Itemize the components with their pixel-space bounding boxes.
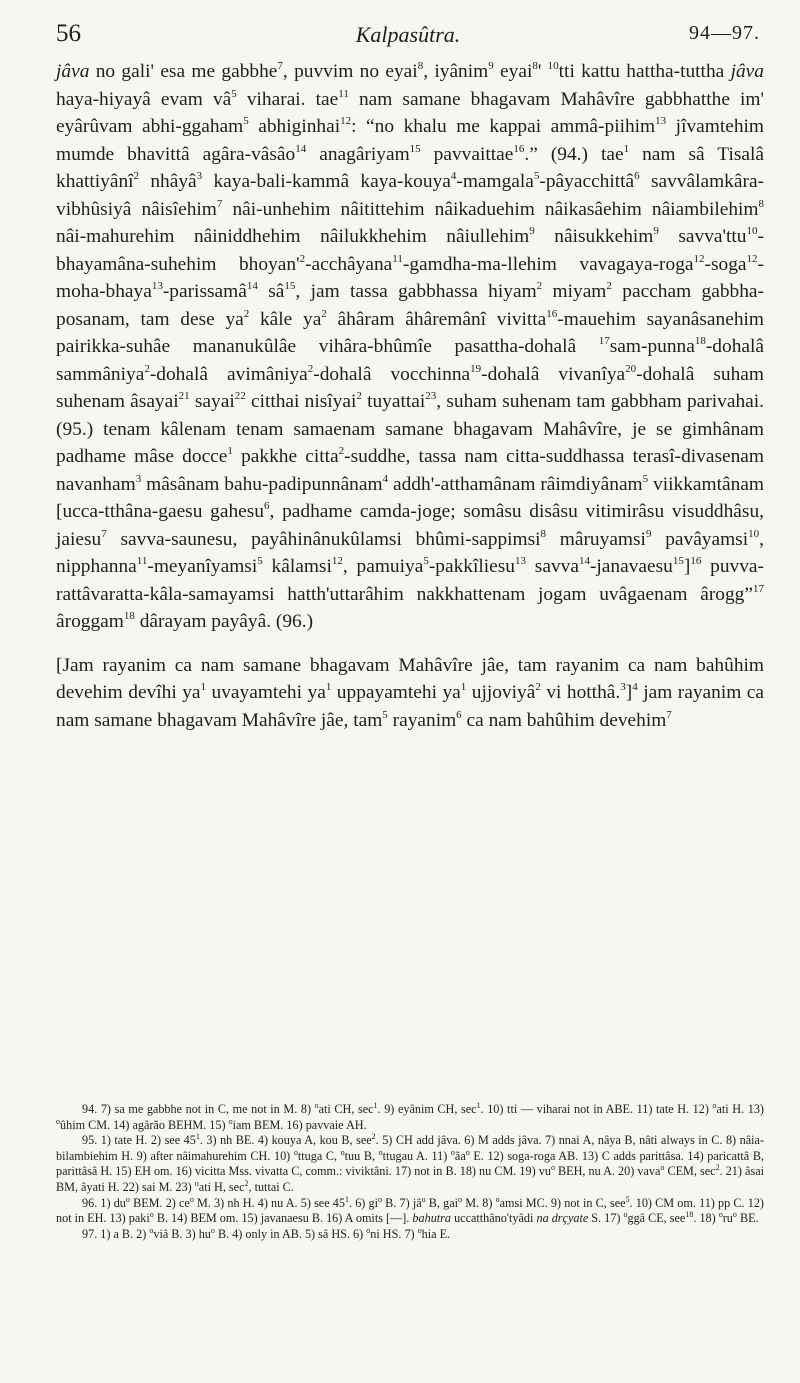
footnote-block: 97. 1) a B. 2) $^o$viâ B. 3) $hu^o$ B. 4) only in AB. 5) sâ HS. 6) $^o$ni HS. 7) $^o$hia E. [82,1225,451,1241]
footnote-block: 96. 1) $du^o$ BEM. 2) $ce^o$ M. 3) nh H. 4) nu A. 5) see $45^1$. 6) $gi^o$ B. 7) $jâ^o$ B, gai$^o$ M. 8) $^o$amsi MC. 9) not in C, see$^5$. 10) CM om. 11) pp C. 12) not in EH. 13) paki$^o$ B. 14) BEM om. 15) javanaesu B. 16) A omits [—]. bahutra uccatthâno'tyâdi na drçyate S. 17) $^o$ggâ CE, see$^{18}$. 18) $^oru^o$ BE. [56,1194,764,1226]
main-text [56,58,764,734]
footnote-block: 94. 7) sa me gabbhe not in C, me not in M. 8) $^o$ati CH, $\sec^1$. 9) eyânim CH, $\sec^1$. 10) tti — viharai not in ABE. 11) tate H. 12) $^o$ati H. 13) $^o$ûhim CM. 14) agârão BEHM. 15) $^o$iam BEM. 16) pavvaie AH. [56,1101,764,1132]
main-paragraph: [Jam rayanim ca nam samane bhagavam Mahâvîre jâe, tam rayanim ca nam bahûhim devehim devîhi $ya^1$ uvayamtehi $ya^1$ uppayamtehi $ya^1$ ujjoviyâ$^2$ vi hotthâ.$^3$]$^4$ jam rayanim ca nam samane bhagavam Mahâvîre jâe, tam$^5$ rayanim$^6$ ca nam bahûhim devehim$^7$ [56,654,765,731]
page-number: 56 [56,20,81,47]
main-paragraph: jâva no gali' esa me gabbhe$^7$, puvvim no eyai$^8$, iyânim$^9$ eyai$^8$' $^{10}$tti kattu hattha-tuttha jâva haya-hiyayâ evam $vâ^5$ viharai. tae$^{11}$ nam samane bhagavam Mahâvîre gabbhatthe im' eyârûvam abhi-ggaham$^5$ abhiginhai$^{12}$: “no khalu me kappai ammâ-piihim$^{13}$ jîvamtehim mumde bhavittâ agâra-vâsâo$^{14}$ anagâriyam$^{15}$ pavvaittae$^{16}$.” (94.) tae$^1$ nam sâ Tisalâ khattiyânî$^2$ nhâyâ$^3$ kaya-bali-kammâ kaya-kouya$^4$-mamgala$^5$-pâyacchittâ$^6$ savvâlamkâra-vibhûsiyâ nâisîehim$^7$ nâi-unhehim nâitittehim nâikaduehim nâikasâehim nâiambilehim$^8$ nâi-mahurehim nâiniddhehim nâilukkhehim nâiullehim$^9$ nâisukkehim$^9$ savva'ttu$^{10}$-bhayamâna-suhehim $bhoyan'^2-acchâyana^{11}-gamdha-ma$-llehim vavagaya-roga$^{12}$-soga$^{12}$-moha-bhaya$^{13}$-parissamâ$^{14}$ $sâ^{15}$, jam tassa gabbhassa hiyam$^2$ miyam$^2$ paccham gabbha-posanam, tam dese $ya^2$ kâle $ya^2$ âhâram âhâremânî vivitta$^{16}$-mauehim sayanâsanehim pairikka-suhâe mananukûlâe vihâra-bhûmîe pasattha-dohalâ $^{17}$sam-punna$^{18}$-dohalâ sammâniya$^2$-dohalâ avimâniya$^2$-dohalâ vocchinna$^{19}$-dohalâ vivanîya$^{20}$-dohalâ suham suhenam âsayai$^{21}$ sayai$^{22}$ citthai nisîyai$^2$ tuyattai$^{23}$, suham suhenam tam gabbham parivahai. (95.) tenam kâlenam tenam samaenam samane bhagavam Mahâvîre, je se gimhânam padhame mâse docce$^1$ pakkhe citta$^2$-suddhe, tassa nam citta-suddhassa terasî-divasenam navanham$^3$ mâsânam bahu-padipunnânam$^4$ addh'-atthamânam râimdiyânam$^5$ viikkamtânam [ucca-tthâna-gaesu gahesu$^6$, padhame camda-joge; somâsu disâsu vitimirâsu visuddhâsu, jaiesu$^7$ savva-saunesu, payâhinânukûlamsi bhûmi-sappimsi$^8$ mâruyamsi$^9$ pavâyamsi$^{10}$, nipphanna$^{11}$-meyanîyamsi$^5$ kâlamsi$^{12}$, pamuiya$^5$-pakkîliesu$^{13}$ savva$^{14}$-janavaesu$^{15}$]$^{16}$ puvva-rattâvaratta-kâla-samayamsi hatth'uttarâhim nakkhattenam jogam uvâgaenam ârogg”$^{17}$ âroggam$^{18}$ dârayam payâyâ. (96.) [56,60,765,632]
page-header [56,20,760,54]
footnote-block: 95. 1) tate H. 2) see $45^1$. 3) nh BE. 4) kouya A, kou B, see$^2$. 5) CH add jâva. 6) M adds jâva. 7) nnai A, nâya B, nâti always in C. 8) nâia-bilambiehim H. 9) after nâimahurehim CH. 10) $^o$ttuga C, $^o$tuu B, $^o$ttugau A. 11) $^oãa^o$ E. 12) soga-roga AB. 13) C adds parittâsa. 14) paricattâ B, parittâsâ H. 15) EH om. 16) vicitta Mss. vivatta C, comm.: viviktâni. 17) not in B. 18) nu CM. 19) $vu^o$ BEH, nu A. 20) vava$^o$ CEM, $\sec^2$. 21) âsai BM, âyati H. 22) sai M. 23) $^o$ati H, $\sec^2$, tuttai C. [56,1132,765,1194]
running-title: Kalpasûtra. [355,22,461,47]
footnotes [56,1102,764,1242]
section-range: 94—97. [689,22,760,44]
